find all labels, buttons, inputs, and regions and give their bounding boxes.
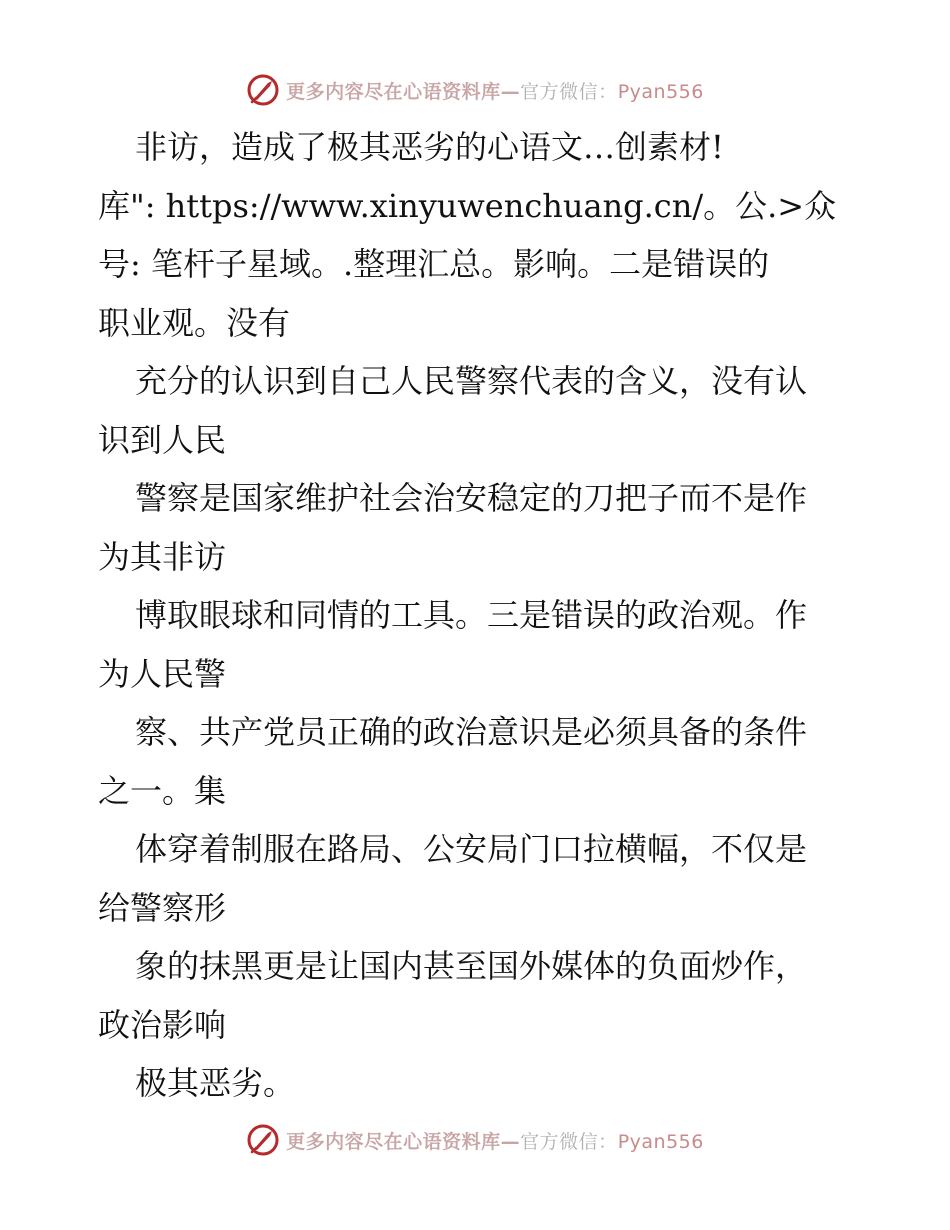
footer-banner <box>0 1120 950 1160</box>
body-line: 体穿着制服在路局、公安局门口拉横幅，不仅是 <box>135 830 808 868</box>
footer-banner-inner <box>246 1123 704 1157</box>
header-banner-main: 更多内容尽在心语资料库— <box>286 80 521 103</box>
header-banner-wechat: 官方微信： <box>520 80 618 103</box>
body-line: 之一。集 <box>98 771 227 810</box>
body-line: 博取眼球和同情的工具。三是错误的政治观。作 <box>135 596 808 634</box>
body-line: 号: 笔杆子星域。.整理汇总。影响。二是错误的 <box>98 245 770 283</box>
body-line: 职业观。没有 <box>98 303 291 342</box>
header-banner-inner <box>246 73 704 107</box>
footer-banner-wechat: 官方微信： <box>520 1130 618 1153</box>
header-banner-text <box>286 77 704 104</box>
body-line: 非访，造成了极其恶劣的心语文…创素材! <box>135 128 724 166</box>
document-body <box>98 118 858 1113</box>
body-line: 极其恶劣。 <box>135 1064 296 1102</box>
quill-pen-logo-icon <box>246 73 280 107</box>
body-line: 为其非访 <box>98 537 227 576</box>
body-line: 象的抹黑更是让国内甚至国外媒体的负面炒作， <box>135 947 808 985</box>
quill-pen-logo-icon <box>246 1123 280 1157</box>
body-line: 政治影响 <box>98 1005 227 1044</box>
footer-banner-text <box>286 1127 704 1154</box>
body-line: 给警察形 <box>98 888 227 927</box>
body-line: 充分的认识到自己人民警察代表的含义，没有认 <box>135 362 808 400</box>
footer-banner-id: Pyan556 <box>617 1130 704 1153</box>
body-line: 警察是国家维护社会治安稳定的刀把子而不是作 <box>135 479 808 517</box>
body-line: 察、共产党员正确的政治意识是必须具备的条件 <box>135 713 808 751</box>
footer-banner-main: 更多内容尽在心语资料库— <box>286 1130 521 1153</box>
body-line: 识到人民 <box>98 420 227 459</box>
header-banner <box>0 70 950 110</box>
header-banner-id: Pyan556 <box>617 80 704 103</box>
body-line: 为人民警 <box>98 654 227 693</box>
body-line-url: 库": https://www.xinyuwenchuang.cn/。公.>众 <box>98 186 837 225</box>
